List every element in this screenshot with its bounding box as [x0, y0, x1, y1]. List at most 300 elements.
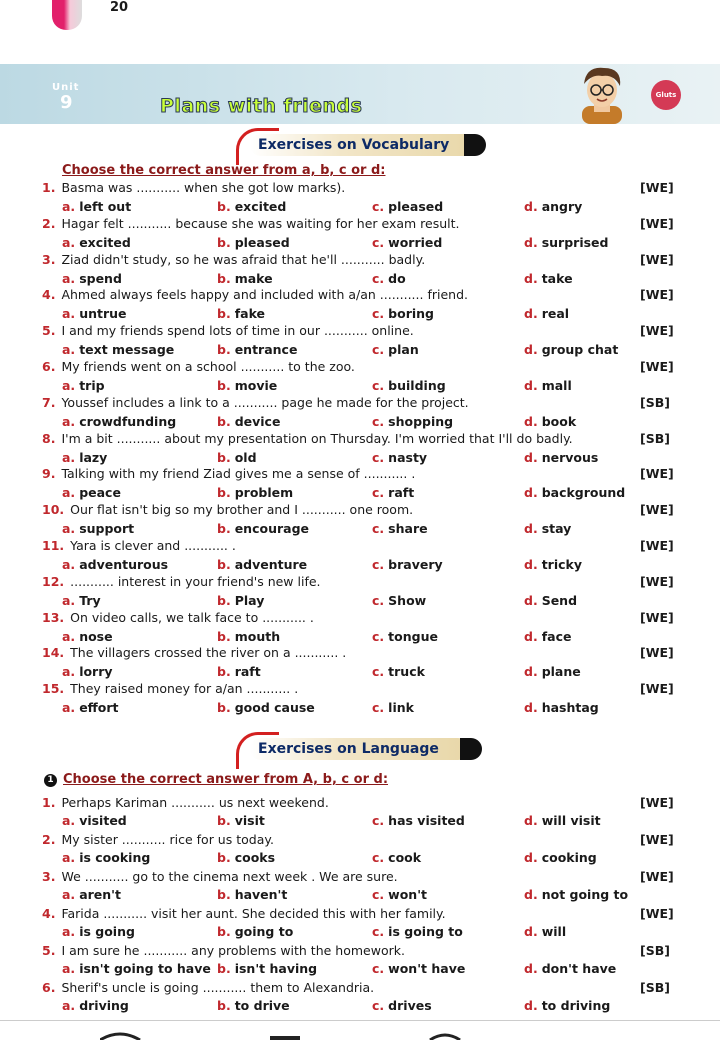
answer-option[interactable] — [372, 699, 414, 716]
option-text: to driving — [541, 998, 611, 1013]
answer-option[interactable] — [62, 341, 174, 358]
answer-option[interactable] — [372, 484, 414, 501]
option-letter: a. — [62, 557, 76, 572]
option-letter: c. — [372, 342, 385, 358]
answer-option[interactable] — [372, 849, 421, 866]
option-text: nose — [79, 628, 113, 644]
answer-option[interactable] — [372, 449, 427, 466]
option-letter: b. — [217, 234, 231, 250]
answer-option[interactable] — [62, 812, 127, 829]
answer-option[interactable] — [524, 413, 576, 430]
unit-title: Plans with friends — [160, 95, 363, 117]
question-text — [42, 794, 642, 811]
option-text: truck — [388, 664, 425, 680]
option-letter: a. — [62, 887, 76, 902]
question-text — [42, 942, 642, 959]
answer-option[interactable] — [217, 997, 290, 1014]
source-tag: [SB] — [640, 980, 670, 995]
option-text: is going to — [388, 924, 463, 939]
question-sentence: Sherif's uncle is going ........... them to Alexandria. — [61, 980, 375, 995]
question-sentence: I'm a bit ........... about my presentation on Thursday. I'm worried that I'll do badly. — [61, 430, 573, 446]
answer-option[interactable] — [62, 923, 135, 940]
option-text: Send — [541, 592, 578, 608]
option-letter: b. — [217, 270, 231, 286]
option-text: tricky — [541, 557, 582, 572]
answer-option[interactable] — [372, 341, 419, 358]
answer-options — [62, 556, 662, 573]
option-text: tongue — [388, 628, 438, 644]
question-sentence: We ........... go to the cinema next week . We are sure. — [61, 869, 398, 884]
question-sentence: My friends went on a school ........... to the zoo. — [61, 359, 355, 374]
option-letter: d. — [524, 998, 538, 1013]
answer-option[interactable] — [372, 886, 427, 903]
option-letter: b. — [217, 485, 231, 501]
question-number: 14. — [42, 645, 65, 661]
vocabulary-section-title: Exercises on Vocabulary — [250, 134, 479, 156]
question-number: 9. — [42, 466, 56, 482]
answer-option[interactable] — [217, 484, 293, 501]
answer-option[interactable] — [217, 923, 293, 940]
question-number: 2. — [42, 215, 56, 231]
source-tag: [WE] — [640, 645, 674, 661]
answer-option[interactable] — [372, 556, 443, 573]
option-letter: a. — [62, 961, 76, 976]
option-text: movie — [234, 378, 278, 393]
option-text: raft — [388, 485, 415, 501]
question-number: 1. — [42, 795, 56, 810]
option-letter: c. — [372, 521, 385, 537]
answer-options — [62, 377, 662, 394]
option-letter: b. — [217, 378, 231, 393]
option-text: cook — [388, 850, 422, 865]
question-text — [42, 286, 642, 303]
question-text — [42, 430, 642, 447]
answer-option[interactable] — [217, 960, 317, 977]
answer-option[interactable] — [372, 520, 428, 537]
option-text: not going to — [541, 887, 629, 902]
answer-option[interactable] — [372, 812, 465, 829]
answer-option[interactable] — [217, 305, 265, 322]
answer-option[interactable] — [524, 234, 608, 251]
answer-options — [62, 449, 662, 466]
question-number: 4. — [42, 906, 56, 921]
option-letter: b. — [217, 961, 231, 976]
answer-options — [62, 812, 662, 829]
option-letter: c. — [372, 557, 385, 572]
answer-option[interactable] — [62, 377, 105, 394]
answer-option[interactable] — [524, 341, 618, 358]
option-text: adventurous — [79, 557, 169, 572]
option-text: isn't going to have — [79, 961, 211, 976]
option-letter: d. — [524, 961, 538, 976]
option-text: spend — [79, 270, 122, 286]
footer-decoration — [100, 1028, 600, 1040]
answer-option[interactable] — [524, 960, 616, 977]
question-number: 6. — [42, 359, 56, 374]
option-text: link — [388, 700, 414, 716]
answer-option[interactable] — [524, 663, 581, 680]
option-text: peace — [79, 485, 121, 501]
question-text — [42, 215, 642, 232]
answer-option[interactable] — [372, 377, 446, 394]
question-text — [42, 179, 642, 196]
option-text: nervous — [541, 449, 599, 465]
option-text: take — [541, 270, 573, 286]
option-text: don't have — [541, 961, 617, 976]
option-text: won't have — [388, 961, 466, 976]
question-text — [42, 251, 642, 268]
page-header — [0, 0, 720, 40]
option-letter: c. — [372, 664, 385, 680]
answer-option[interactable] — [372, 198, 443, 215]
answer-option[interactable] — [524, 628, 571, 645]
answer-option[interactable] — [217, 198, 286, 215]
section-cap-decoration — [460, 738, 482, 760]
answer-option[interactable] — [524, 377, 572, 394]
answer-option[interactable] — [217, 556, 307, 573]
answer-option[interactable] — [217, 592, 264, 609]
question-number: 7. — [42, 394, 56, 410]
answer-option[interactable] — [217, 520, 309, 537]
option-text: shopping — [388, 413, 454, 429]
answer-option[interactable] — [524, 923, 566, 940]
language-section-header — [236, 732, 496, 766]
answer-option[interactable] — [524, 556, 582, 573]
option-text: is going — [79, 924, 135, 939]
option-text: support — [79, 521, 135, 537]
option-letter: c. — [372, 199, 385, 214]
answer-option[interactable] — [372, 997, 432, 1014]
option-text: device — [234, 413, 281, 429]
answer-option[interactable] — [62, 556, 168, 573]
answer-options — [62, 341, 662, 358]
source-tag: [WE] — [640, 466, 674, 482]
option-letter: d. — [524, 378, 538, 393]
option-letter: d. — [524, 592, 538, 608]
question-number: 8. — [42, 430, 56, 446]
option-letter: b. — [217, 449, 231, 465]
answer-option[interactable] — [62, 849, 150, 866]
answer-option[interactable] — [62, 305, 127, 322]
option-text: adventure — [234, 557, 308, 572]
answer-option[interactable] — [217, 628, 280, 645]
answer-option[interactable] — [62, 234, 131, 251]
answer-option[interactable] — [524, 592, 577, 609]
instruction-number-badge: 1 — [44, 774, 57, 787]
boy-avatar-icon — [568, 62, 636, 124]
option-letter: c. — [372, 998, 385, 1013]
source-tag: [WE] — [640, 502, 674, 518]
source-tag: [WE] — [640, 180, 674, 195]
vocabulary-section-header — [236, 128, 496, 162]
answer-option[interactable] — [217, 449, 257, 466]
option-text: fake — [234, 306, 266, 322]
option-text: pleased — [388, 199, 444, 214]
option-letter: c. — [372, 700, 385, 716]
option-letter: c. — [372, 485, 385, 501]
option-text: Show — [388, 592, 427, 608]
answer-option[interactable] — [524, 886, 628, 903]
answer-option[interactable] — [62, 592, 101, 609]
question-sentence: Ahmed always feels happy and included with a/an ........... friend. — [61, 287, 468, 303]
option-letter: a. — [62, 485, 76, 501]
answer-option[interactable] — [62, 413, 176, 430]
option-text: book — [541, 413, 577, 429]
option-text: stay — [541, 521, 572, 537]
answer-option[interactable] — [62, 628, 113, 645]
question-sentence: I am sure he ........... any problems with the homework. — [61, 943, 405, 958]
answer-option[interactable] — [217, 270, 273, 287]
question-number: 3. — [42, 251, 56, 267]
answer-options — [62, 663, 662, 680]
answer-option[interactable] — [524, 699, 599, 716]
option-text: untrue — [79, 306, 127, 322]
question-number: 6. — [42, 980, 56, 995]
answer-option[interactable] — [524, 305, 569, 322]
option-letter: a. — [62, 378, 76, 393]
answer-options — [62, 592, 662, 609]
option-letter: b. — [217, 850, 231, 865]
option-letter: d. — [524, 813, 538, 828]
question-text — [42, 868, 642, 885]
answer-option[interactable] — [372, 663, 425, 680]
section-cap-decoration — [464, 134, 486, 156]
option-letter: d. — [524, 887, 538, 902]
option-text: text message — [79, 342, 175, 358]
option-text: old — [234, 449, 257, 465]
answer-option[interactable] — [372, 270, 406, 287]
option-text: crowdfunding — [79, 413, 177, 429]
question-text — [42, 573, 642, 590]
option-letter: d. — [524, 306, 538, 322]
option-text: hashtag — [541, 700, 599, 716]
answer-options — [62, 628, 662, 645]
question-sentence: Yara is clever and ........... . — [70, 538, 236, 553]
option-letter: b. — [217, 628, 231, 644]
option-letter: a. — [62, 700, 76, 716]
option-letter: d. — [524, 521, 538, 537]
question-sentence: My sister ........... rice for us today. — [61, 832, 274, 847]
answer-options — [62, 699, 662, 716]
option-text: boring — [388, 306, 435, 322]
question-text — [42, 501, 642, 518]
answer-option[interactable] — [62, 886, 121, 903]
option-letter: d. — [524, 234, 538, 250]
footer-divider — [0, 1020, 720, 1021]
option-text: worried — [388, 234, 443, 250]
page-number: 20 — [110, 0, 129, 15]
option-text: effort — [79, 700, 119, 716]
option-letter: d. — [524, 485, 538, 501]
question-text — [42, 537, 642, 554]
option-letter: b. — [217, 521, 231, 537]
source-tag: [WE] — [640, 609, 674, 625]
source-tag: [WE] — [640, 681, 674, 697]
answer-options — [62, 234, 662, 251]
question-text — [42, 831, 642, 848]
answer-option[interactable] — [62, 960, 211, 977]
question-text — [42, 609, 642, 626]
answer-option[interactable] — [372, 592, 426, 609]
option-text: will — [541, 924, 567, 939]
question-text — [42, 322, 642, 339]
option-letter: d. — [524, 449, 538, 465]
publisher-logo: Gluts — [651, 80, 681, 110]
answer-option[interactable] — [524, 449, 598, 466]
option-letter: a. — [62, 342, 76, 358]
question-number: 12. — [42, 573, 65, 589]
option-letter: d. — [524, 199, 538, 214]
option-text: visited — [79, 813, 127, 828]
option-text: pleased — [234, 234, 290, 250]
option-text: will visit — [541, 813, 601, 828]
answer-option[interactable] — [524, 270, 573, 287]
question-number: 5. — [42, 943, 56, 958]
option-letter: b. — [217, 592, 231, 608]
option-letter: a. — [62, 813, 76, 828]
option-text: drives — [388, 998, 432, 1013]
question-sentence: Perhaps Kariman ........... us next weekend. — [61, 795, 329, 810]
option-text: has visited — [388, 813, 465, 828]
answer-option[interactable] — [217, 234, 290, 251]
option-letter: c. — [372, 628, 385, 644]
question-number: 15. — [42, 681, 65, 697]
question-number: 10. — [42, 502, 65, 518]
answer-option[interactable] — [524, 849, 597, 866]
option-letter: d. — [524, 664, 538, 680]
question-number: 5. — [42, 323, 56, 339]
answer-option[interactable] — [217, 377, 277, 394]
answer-options — [62, 960, 662, 977]
answer-option[interactable] — [372, 923, 463, 940]
answer-option[interactable] — [524, 198, 582, 215]
option-letter: b. — [217, 413, 231, 429]
answer-option[interactable] — [217, 849, 275, 866]
question-text — [42, 465, 642, 482]
question-sentence: Basma was ........... when she got low marks). — [61, 180, 346, 195]
option-letter: c. — [372, 887, 385, 902]
source-tag: [SB] — [640, 394, 670, 410]
option-text: plane — [541, 664, 581, 680]
option-text: lazy — [79, 449, 108, 465]
answer-option[interactable] — [524, 812, 601, 829]
option-letter: a. — [62, 664, 76, 680]
answer-options — [62, 270, 662, 287]
question-text — [42, 905, 642, 922]
option-text: building — [388, 378, 446, 393]
option-letter: d. — [524, 850, 538, 865]
answer-option[interactable] — [62, 520, 134, 537]
option-text: face — [541, 628, 572, 644]
answer-option[interactable] — [62, 198, 131, 215]
option-letter: a. — [62, 592, 76, 608]
option-text: plan — [388, 342, 419, 358]
source-tag: [WE] — [640, 573, 674, 589]
answer-options — [62, 305, 662, 322]
unit-number: 9 — [60, 92, 73, 113]
answer-options — [62, 849, 662, 866]
answer-option[interactable] — [62, 270, 122, 287]
option-letter: b. — [217, 557, 231, 572]
option-text: angry — [541, 199, 583, 214]
option-letter: c. — [372, 306, 385, 322]
option-letter: b. — [217, 342, 231, 358]
option-text: cooking — [541, 850, 597, 865]
source-tag: [WE] — [640, 359, 674, 374]
answer-option[interactable] — [372, 413, 453, 430]
option-text: encourage — [234, 521, 310, 537]
question-text — [42, 644, 642, 661]
question-sentence: On video calls, we talk face to ........... . — [70, 609, 314, 625]
answer-option[interactable] — [217, 341, 297, 358]
question-sentence: I and my friends spend lots of time in our ........... online. — [61, 323, 414, 339]
source-tag: [WE] — [640, 869, 674, 884]
option-letter: b. — [217, 664, 231, 680]
unit-label: Unit — [52, 82, 80, 93]
question-number: 13. — [42, 609, 65, 625]
option-letter: a. — [62, 628, 76, 644]
option-letter: a. — [62, 924, 76, 939]
answer-option[interactable] — [372, 960, 465, 977]
answer-option[interactable] — [524, 484, 625, 501]
option-text: going to — [234, 924, 294, 939]
option-letter: d. — [524, 700, 538, 716]
question-number: 11. — [42, 538, 65, 553]
answer-option[interactable] — [372, 305, 434, 322]
answer-option[interactable] — [372, 234, 442, 251]
answer-option[interactable] — [217, 663, 261, 680]
option-text: isn't having — [234, 961, 318, 976]
option-text: surprised — [541, 234, 609, 250]
question-number: 3. — [42, 869, 56, 884]
answer-option[interactable] — [62, 449, 107, 466]
answer-option[interactable] — [217, 812, 265, 829]
source-tag: [WE] — [640, 538, 674, 553]
option-text: visit — [234, 813, 265, 828]
option-letter: c. — [372, 850, 385, 865]
source-tag: [WE] — [640, 215, 674, 231]
answer-option[interactable] — [62, 484, 121, 501]
question-text — [42, 394, 642, 411]
answer-option[interactable] — [524, 520, 571, 537]
question-text — [42, 979, 642, 996]
answer-option[interactable] — [217, 886, 287, 903]
language-instruction: Choose the correct answer from A, b, c or d: — [63, 772, 389, 787]
option-letter: d. — [524, 557, 538, 572]
question-sentence: They raised money for a/an ........... . — [70, 681, 299, 697]
answer-options — [62, 886, 662, 903]
question-text — [42, 358, 642, 375]
answer-option[interactable] — [372, 628, 438, 645]
question-number: 2. — [42, 832, 56, 847]
answer-options — [62, 997, 662, 1014]
question-sentence: The villagers crossed the river on a ........... . — [70, 645, 347, 661]
answer-option[interactable] — [217, 413, 280, 430]
option-letter: a. — [62, 270, 76, 286]
answer-option[interactable] — [62, 699, 119, 716]
option-letter: a. — [62, 850, 76, 865]
answer-option[interactable] — [217, 699, 315, 716]
source-tag: [WE] — [640, 795, 674, 810]
option-letter: a. — [62, 449, 76, 465]
answer-option[interactable] — [524, 997, 610, 1014]
option-letter: b. — [217, 813, 231, 828]
answer-option[interactable] — [62, 663, 113, 680]
option-letter: d. — [524, 270, 538, 286]
answer-option[interactable] — [62, 997, 129, 1014]
vocabulary-instruction: Choose the correct answer from a, b, c or d: — [62, 163, 386, 178]
option-letter: b. — [217, 700, 231, 716]
